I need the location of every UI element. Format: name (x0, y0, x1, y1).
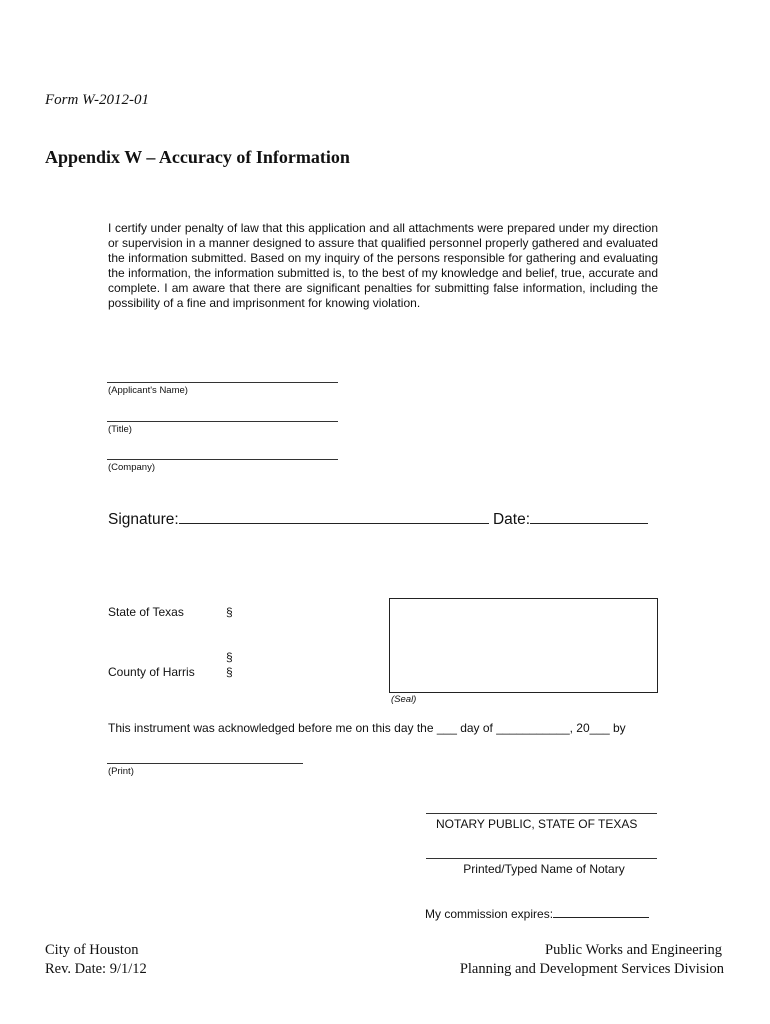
company-line[interactable] (107, 459, 338, 460)
title-line[interactable] (107, 421, 338, 422)
notary-public-label: NOTARY PUBLIC, STATE OF TEXAS (436, 817, 638, 831)
state-label: State of Texas (108, 605, 184, 619)
date-line[interactable] (530, 509, 648, 524)
footer-department: Public Works and Engineering (545, 942, 722, 958)
commission-expires-line[interactable] (553, 906, 649, 918)
acknowledgment-text: This instrument was acknowledged before me on this day the ___ day of ___________, 20___ by (108, 721, 626, 735)
applicant-name-line[interactable] (107, 382, 338, 383)
print-line[interactable] (107, 763, 303, 764)
notary-name-line[interactable] (426, 858, 657, 859)
notary-signature-line[interactable] (426, 813, 657, 814)
county-label: County of Harris (108, 665, 195, 679)
footer-division: Planning and Development Services Division (459, 961, 724, 977)
signature-label: Signature: (108, 511, 179, 528)
seal-label: (Seal) (391, 694, 417, 705)
applicant-name-label: (Applicant's Name) (108, 385, 188, 396)
page-title: Appendix W – Accuracy of Information (45, 147, 350, 167)
notary-printed-name-label: Printed/Typed Name of Notary (463, 862, 625, 876)
commission-row (425, 906, 649, 921)
commission-label: My commission expires: (425, 907, 554, 921)
certification-text: I certify under penalty of law that this application and all attachments were prepared under my direction or supervision in a manner designed to assure that qualified personnel properly gathered and evaluated the information submitted. Based on my inquiry of the persons responsible for gathering and evaluating the information, the information submitted is, to the best of my knowledge and belief, true, accurate and complete. I am aware that there are significant penalties for submitting false information, including the possibility of a fine and imprisonment for knowing violation. (108, 221, 658, 310)
print-label: (Print) (108, 766, 134, 777)
signature-line[interactable] (179, 509, 489, 524)
section-symbol: § (226, 650, 233, 664)
section-symbol: § (226, 665, 233, 679)
signature-row (108, 509, 648, 529)
footer-rev-date: Rev. Date: 9/1/12 (45, 961, 147, 977)
title-label: (Title) (108, 424, 132, 435)
section-symbol: § (226, 605, 233, 619)
date-label: Date: (492, 511, 531, 528)
seal-box (389, 598, 658, 693)
footer-city: City of Houston (45, 942, 139, 958)
form-id: Form W-2012-01 (45, 92, 150, 108)
company-label: (Company) (108, 462, 155, 473)
